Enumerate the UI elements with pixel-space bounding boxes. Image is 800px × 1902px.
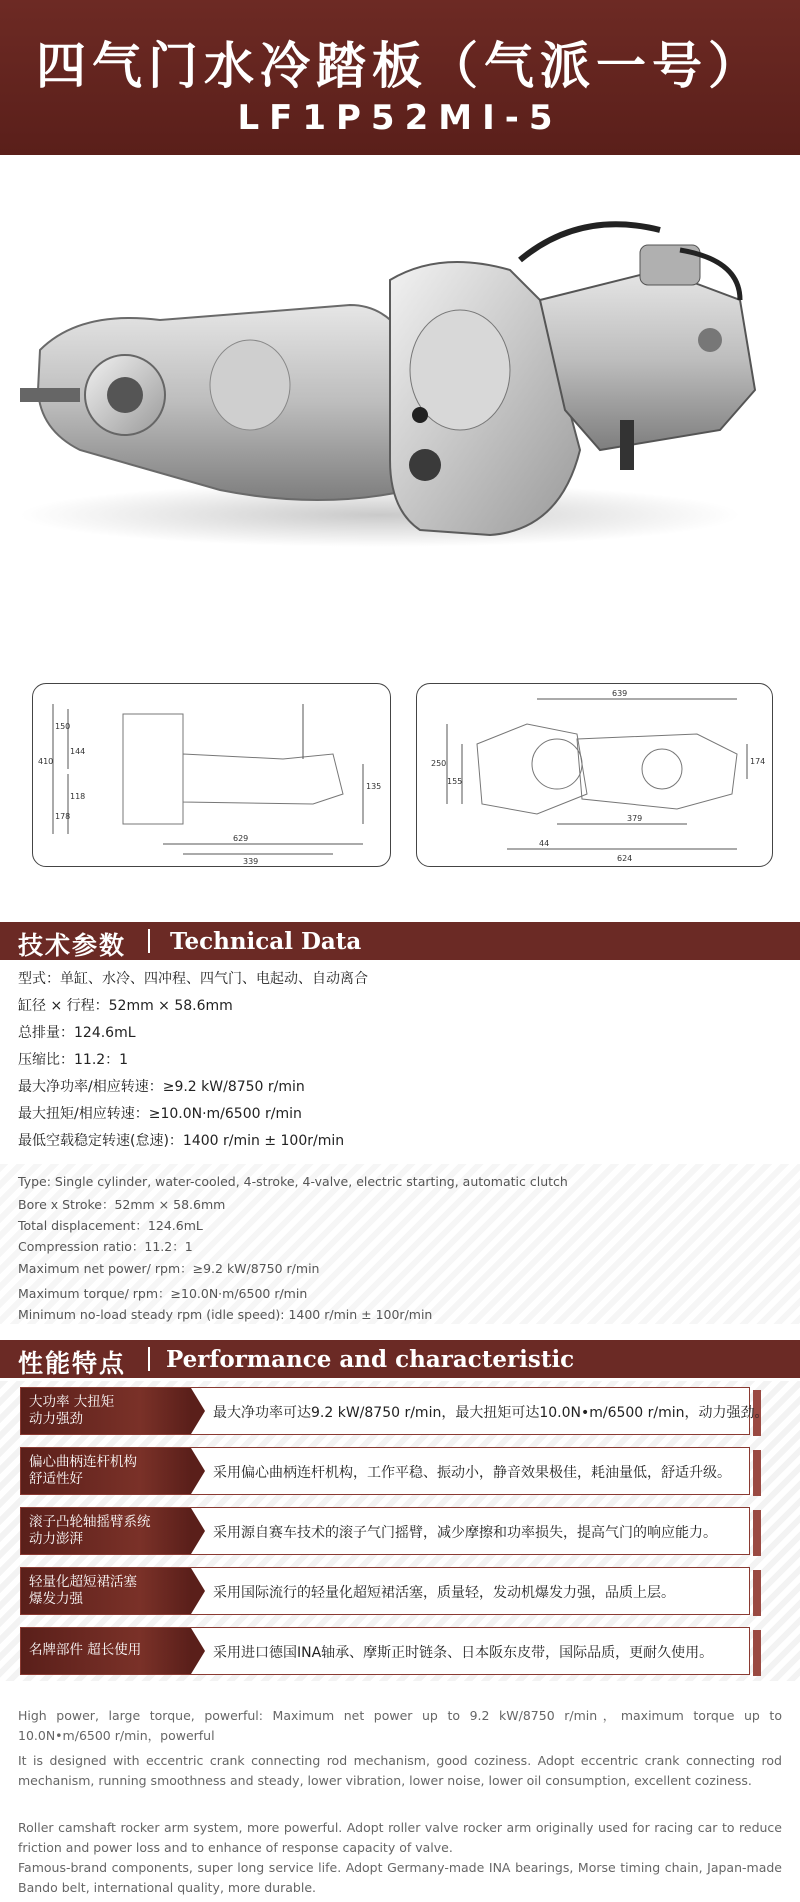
feature-label-line1: 偏心曲柄连杆机构 xyxy=(29,1454,137,1470)
feature-label-line1: 名牌部件 超长使用 xyxy=(29,1642,142,1658)
feature-label xyxy=(21,1448,191,1494)
dim-label: 174 xyxy=(750,757,766,766)
spec-line: 压缩比：11.2：1 xyxy=(18,1052,129,1068)
spec-line-en: Compression ratio：11.2：1 xyxy=(18,1239,193,1254)
feature-label-line1: 轻量化超短裙活塞 xyxy=(29,1574,137,1590)
feature-label-line2: 动力澎湃 xyxy=(29,1531,83,1547)
title-divider xyxy=(148,929,150,953)
side-view-drawing-left xyxy=(32,683,391,867)
row-shadow xyxy=(753,1510,761,1556)
spec-line: 总排量：124.6mL xyxy=(18,1025,136,1041)
header-banner xyxy=(0,0,800,155)
dim-label: 178 xyxy=(55,812,71,821)
feature-label-line2: 动力强劲 xyxy=(29,1411,83,1427)
feature-row xyxy=(20,1627,750,1675)
spec-line: 型式：单缸、水冷、四冲程、四气门、电起动、自动离合 xyxy=(18,971,368,987)
model-number: LF1P52MI-5 xyxy=(237,98,563,138)
feature-label xyxy=(21,1388,191,1434)
spec-line-en: Maximum net power/ rpm：≥9.2 kW/8750 r/min xyxy=(18,1261,320,1276)
feature-text: 采用进口德国INA轴承、摩斯正时链条、日本阪东皮带，国际品质，更耐久使用。 xyxy=(213,1645,714,1661)
feature-label xyxy=(21,1568,191,1614)
dim-label: 379 xyxy=(627,814,643,823)
label-arrow xyxy=(191,1508,205,1554)
description-paragraph: Roller camshaft rocker arm system, more powerful. Adopt roller valve rocker arm originally used for racing car to reduce friction and power loss and to enhance of response capacity of valve. xyxy=(18,1820,782,1855)
feature-row xyxy=(20,1387,769,1435)
spec-line-en: Maximum torque/ rpm：≥10.0N·m/6500 r/min xyxy=(18,1286,308,1301)
feature-label xyxy=(21,1628,191,1674)
spec-en-panel xyxy=(0,1164,800,1324)
feature-label-line1: 滚子凸轮轴摇臂系统 xyxy=(29,1514,151,1530)
dim-label: 118 xyxy=(70,792,86,801)
feature-label-line1: 大功率 大扭矩 xyxy=(29,1394,115,1410)
section-title-en: Technical Data xyxy=(170,928,362,955)
feature-label-line2: 爆发力强 xyxy=(29,1591,83,1607)
feature-text: 采用国际流行的轻量化超短裙活塞，质量轻，发动机爆发力强，品质上层。 xyxy=(213,1585,675,1601)
page-title: 四气门水冷踏板（气派一号） xyxy=(36,37,764,95)
section-title-zh: 性能特点 xyxy=(18,1349,127,1378)
spec-line: 缸径 × 行程：52mm × 58.6mm xyxy=(18,998,233,1014)
dim-label: 339 xyxy=(243,857,259,866)
feature-row xyxy=(20,1507,750,1555)
row-shadow xyxy=(753,1570,761,1616)
row-shadow xyxy=(753,1450,761,1496)
dim-label: 629 xyxy=(233,834,249,843)
spec-line: 最大净功率/相应转速：≥9.2 kW/8750 r/min xyxy=(18,1079,305,1095)
row-shadow xyxy=(753,1630,761,1676)
dim-label: 44 xyxy=(539,839,550,848)
feature-text: 采用源自赛车技术的滚子气门摇臂，减少摩擦和功率损失，提高气门的响应能力。 xyxy=(213,1525,717,1541)
dim-label: 144 xyxy=(70,747,86,756)
feature-label xyxy=(21,1508,191,1554)
spec-line: 最低空载稳定转速(怠速)：1400 r/min ± 100r/min xyxy=(18,1133,345,1149)
spec-line-en: Minimum no-load steady rpm (idle speed): 1400 r/min ± 100r/min xyxy=(18,1307,433,1322)
description-paragraph: It is designed with eccentric crank connecting rod mechanism, good coziness. Adopt eccentric crank connecting rod mechanism, running smoothness and steady, lower vibration, lower noise, lower oil consumption, excellent coziness. xyxy=(18,1753,782,1788)
description-paragraph: High power, large torque, powerful: Maximum net power up to 9.2 kW/8750 r/min，maximum torque up to 10.0N•m/6500 r/min，powerful xyxy=(18,1708,782,1743)
dim-label: 624 xyxy=(617,854,633,863)
spec-line-en: Total displacement：124.6mL xyxy=(18,1218,203,1233)
label-arrow xyxy=(191,1388,205,1434)
spec-line: 最大扭矩/相应转速：≥10.0N·m/6500 r/min xyxy=(18,1106,302,1122)
spec-line-en: Bore x Stroke：52mm × 58.6mm xyxy=(18,1197,226,1212)
description-paragraph: Famous-brand components, super long service life. Adopt Germany-made INA bearings, Morse timing chain, Japan-made Bando belt, international quality, more durable. xyxy=(18,1860,782,1895)
dim-label: 135 xyxy=(366,782,382,791)
feature-text: 最大净功率可达9.2 kW/8750 r/min，最大扭矩可达10.0N•m/6500 r/min，动力强劲。 xyxy=(213,1405,769,1421)
section-title-zh: 技术参数 xyxy=(18,931,127,960)
feature-label-line2: 舒适性好 xyxy=(29,1471,83,1487)
section-title-en: Performance and characteristic xyxy=(166,1346,575,1373)
title-divider xyxy=(148,1347,150,1371)
dim-label: 250 xyxy=(431,759,447,768)
side-view-drawing-right xyxy=(416,683,773,867)
feature-row xyxy=(20,1567,750,1615)
feature-text: 采用偏心曲柄连杆机构，工作平稳、振动小，静音效果极佳，耗油量低，舒适升级。 xyxy=(213,1465,731,1481)
spec-line-en: Type: Single cylinder, water-cooled, 4-stroke, 4-valve, electric starting, automatic clutch xyxy=(18,1174,568,1189)
features-panel xyxy=(0,1381,800,1681)
label-arrow xyxy=(191,1448,205,1494)
dim-label: 639 xyxy=(612,689,628,698)
dim-label: 150 xyxy=(55,722,71,731)
dim-label: 155 xyxy=(447,777,463,786)
engine-photo xyxy=(20,190,780,590)
performance-header xyxy=(0,1340,800,1378)
feature-row xyxy=(20,1447,750,1495)
label-arrow xyxy=(191,1568,205,1614)
label-arrow xyxy=(191,1628,205,1674)
dim-label: 410 xyxy=(38,757,54,766)
technical-data-header xyxy=(0,922,800,960)
